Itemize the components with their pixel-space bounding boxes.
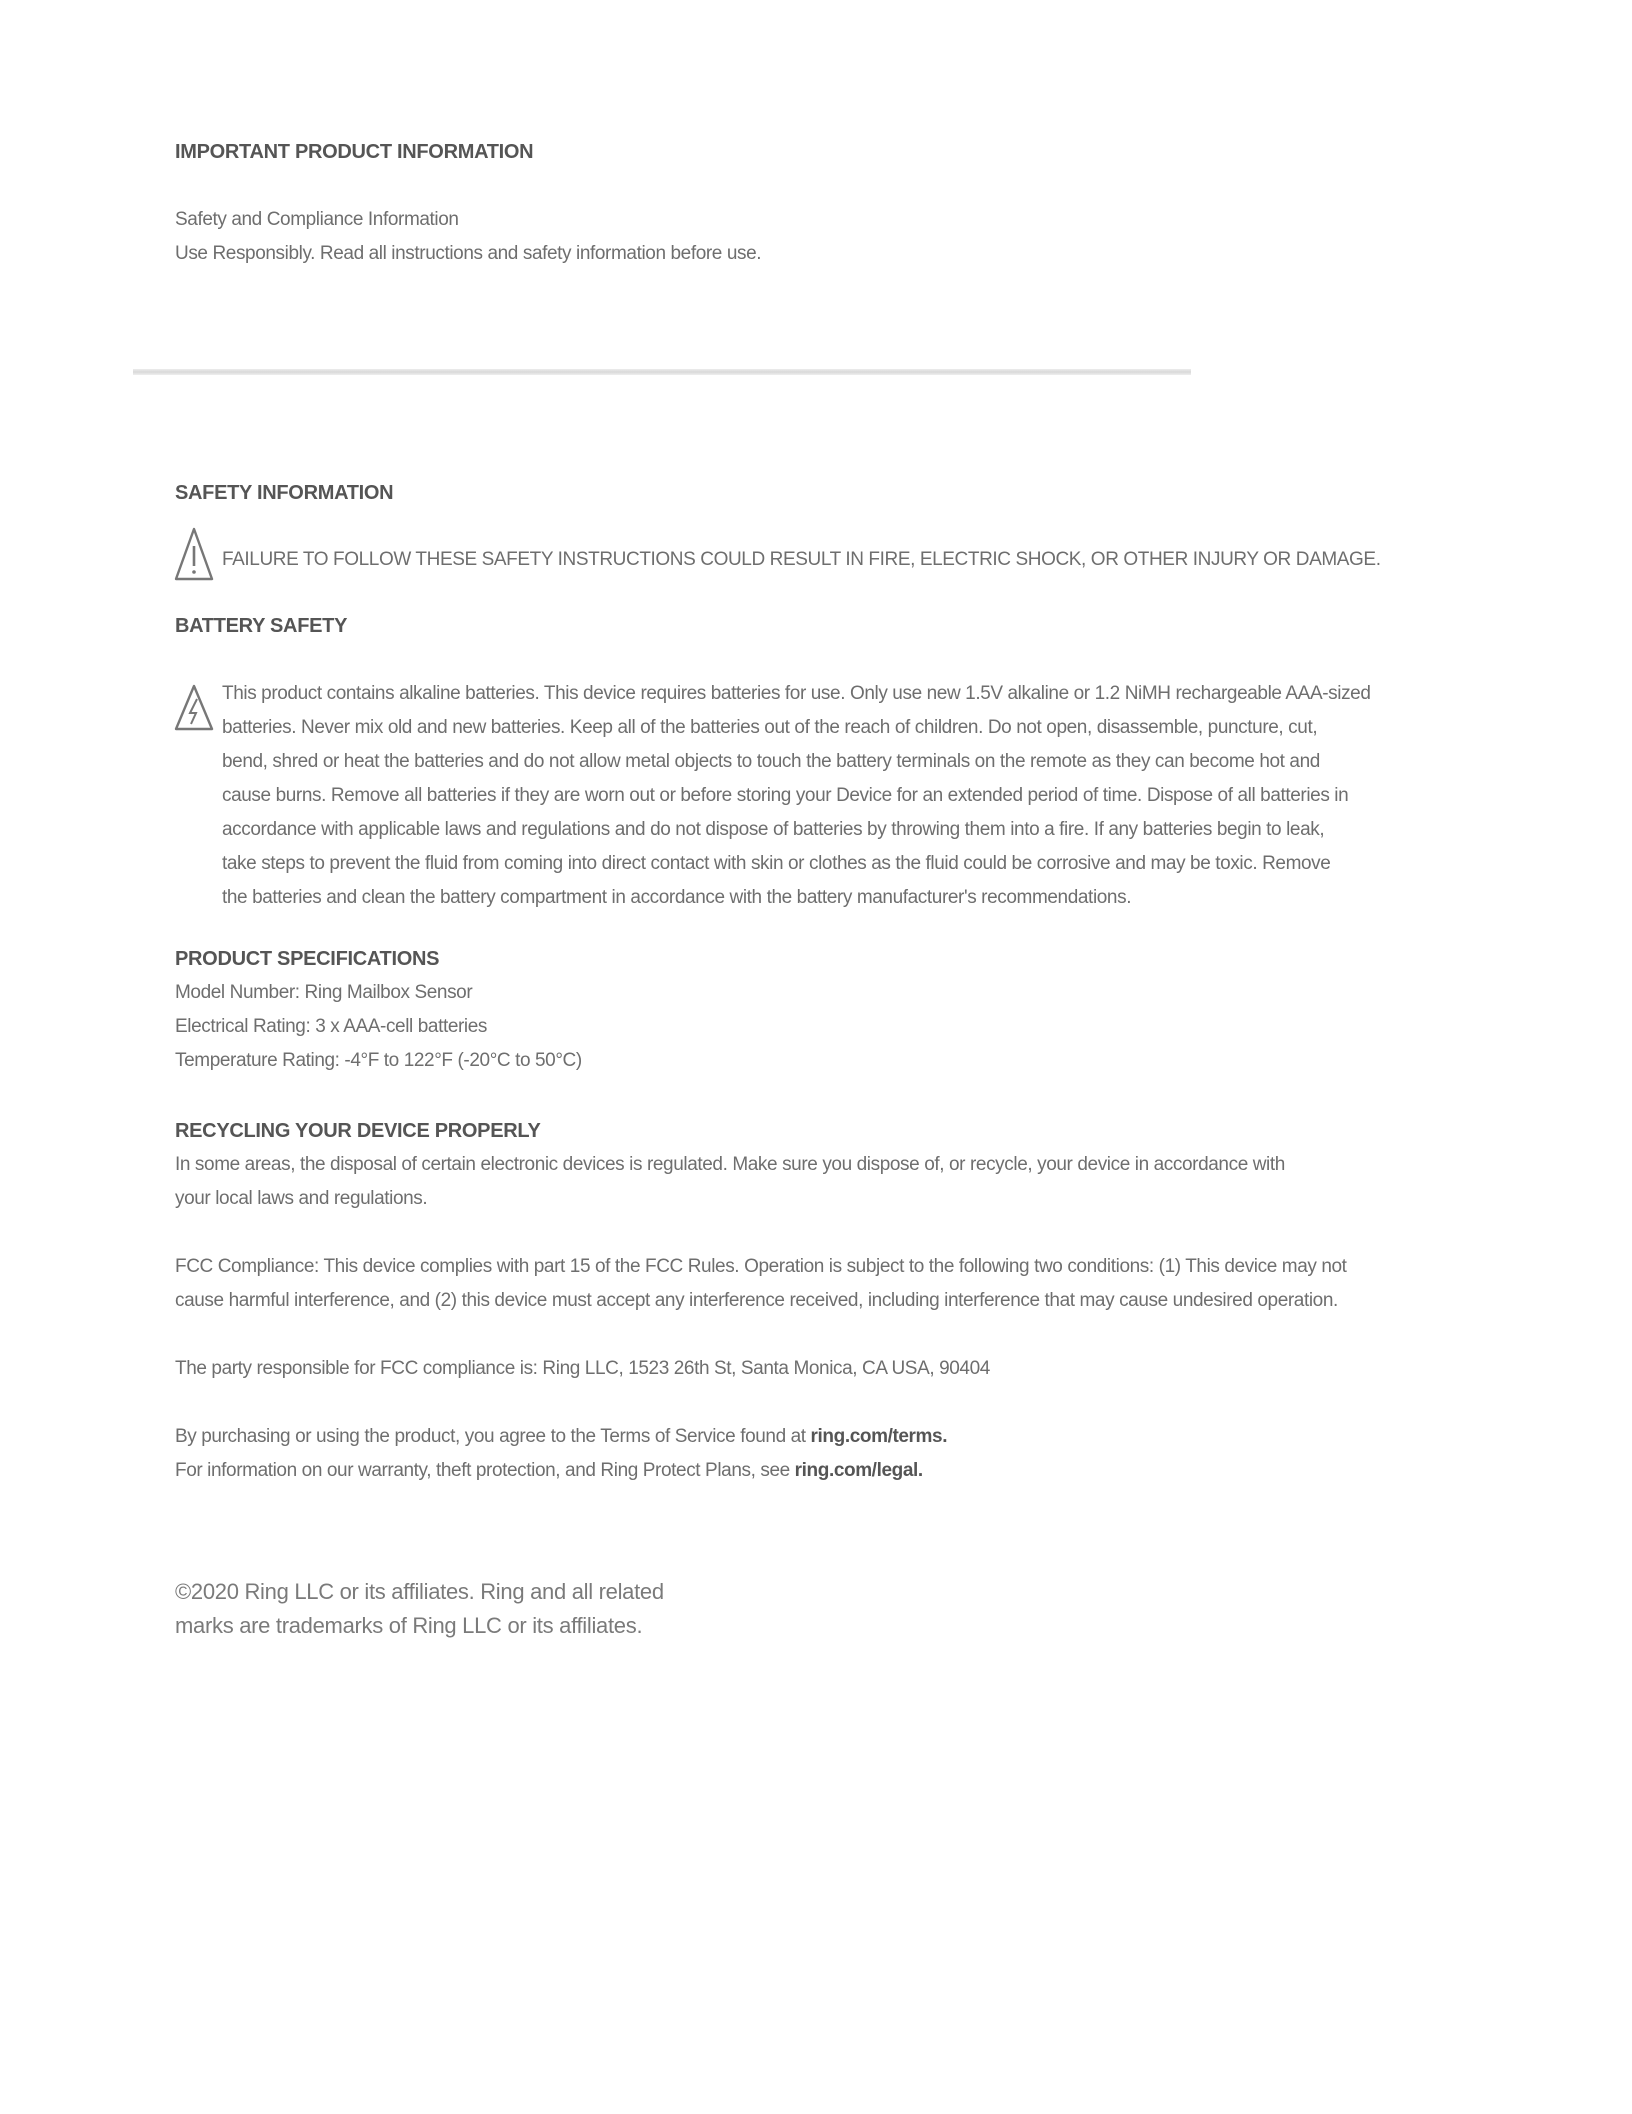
recycling-line-2: your local laws and regulations. [175,1188,428,1209]
warning-triangle-icon [173,526,215,582]
section-divider [133,369,1191,375]
recycling-line-1: In some areas, the disposal of certain electronic devices is regulated. Make sure you dispose of, or recycle, your device in accordance with [175,1154,1285,1175]
battery-heading: BATTERY SAFETY [175,615,348,637]
spec-temperature: Temperature Rating: -4°F to 122°F (-20°C to 50°C) [175,1050,582,1071]
battery-paragraph [222,677,1371,915]
battery-line: accordance with applicable laws and regulations and do not dispose of batteries by throwing them into a fire. If any batteries begin to leak, [222,819,1325,840]
spec-model: Model Number: Ring Mailbox Sensor [175,982,473,1003]
battery-line: This product contains alkaline batteries. This device requires batteries for use. Only use new 1.5V alkaline or 1.2 NiMH rechargeable AAA-sized [222,683,1371,704]
fcc-line-2: cause harmful interference, and (2) this device must accept any interference received, including interference that may cause undesired operation. [175,1290,1338,1311]
important-line-2: Use Responsibly. Read all instructions and safety information before use. [175,243,762,264]
spec-electrical: Electrical Rating: 3 x AAA-cell batteries [175,1016,488,1037]
copyright-line-1: ©2020 Ring LLC or its affiliates. Ring and all related [175,1579,664,1604]
terms-line-2 [175,1454,923,1488]
electrical-hazard-icon [173,683,215,733]
battery-line: bend, shred or heat the batteries and do not allow metal objects to touch the battery terminals on the remote as they can become hot and [222,751,1320,772]
battery-line: the batteries and clean the battery compartment in accordance with the battery manufacturer's recommendations. [222,887,1132,908]
battery-line: cause burns. Remove all batteries if they are worn out or before storing your Device for an extended period of time. Dispose of all batteries in [222,785,1349,806]
terms-line-1 [175,1420,947,1454]
specs-heading: PRODUCT SPECIFICATIONS [175,948,440,970]
battery-line: take steps to prevent the fluid from coming into direct contact with skin or clothes as the fluid could be corrosive and may be toxic. Remove [222,853,1331,874]
terms-link[interactable]: ring.com/terms. [810,1426,948,1447]
important-line-1: Safety and Compliance Information [175,209,459,230]
safety-warning-text: FAILURE TO FOLLOW THESE SAFETY INSTRUCTIONS COULD RESULT IN FIRE, ELECTRIC SHOCK, OR OTHER INJURY OR DAMAGE. [222,549,1381,570]
terms-text: By purchasing or using the product, you agree to the Terms of Service found at [175,1426,811,1447]
recycling-heading: RECYCLING YOUR DEVICE PROPERLY [175,1120,541,1142]
important-heading: IMPORTANT PRODUCT INFORMATION [175,141,534,163]
fcc-party: The party responsible for FCC compliance is: Ring LLC, 1523 26th St, Santa Monica, CA USA, 90404 [175,1358,990,1379]
fcc-line-1: FCC Compliance: This device complies with part 15 of the FCC Rules. Operation is subject to the following two conditions: (1) This device may not [175,1256,1347,1277]
legal-link[interactable]: ring.com/legal. [794,1460,923,1481]
safety-heading: SAFETY INFORMATION [175,482,394,504]
battery-line: batteries. Never mix old and new batteries. Keep all of the batteries out of the reach of children. Do not open, disassemble, puncture, cut, [222,717,1318,738]
legal-text: For information on our warranty, theft protection, and Ring Protect Plans, see [175,1460,795,1481]
copyright-line-2: marks are trademarks of Ring LLC or its affiliates. [175,1613,643,1638]
